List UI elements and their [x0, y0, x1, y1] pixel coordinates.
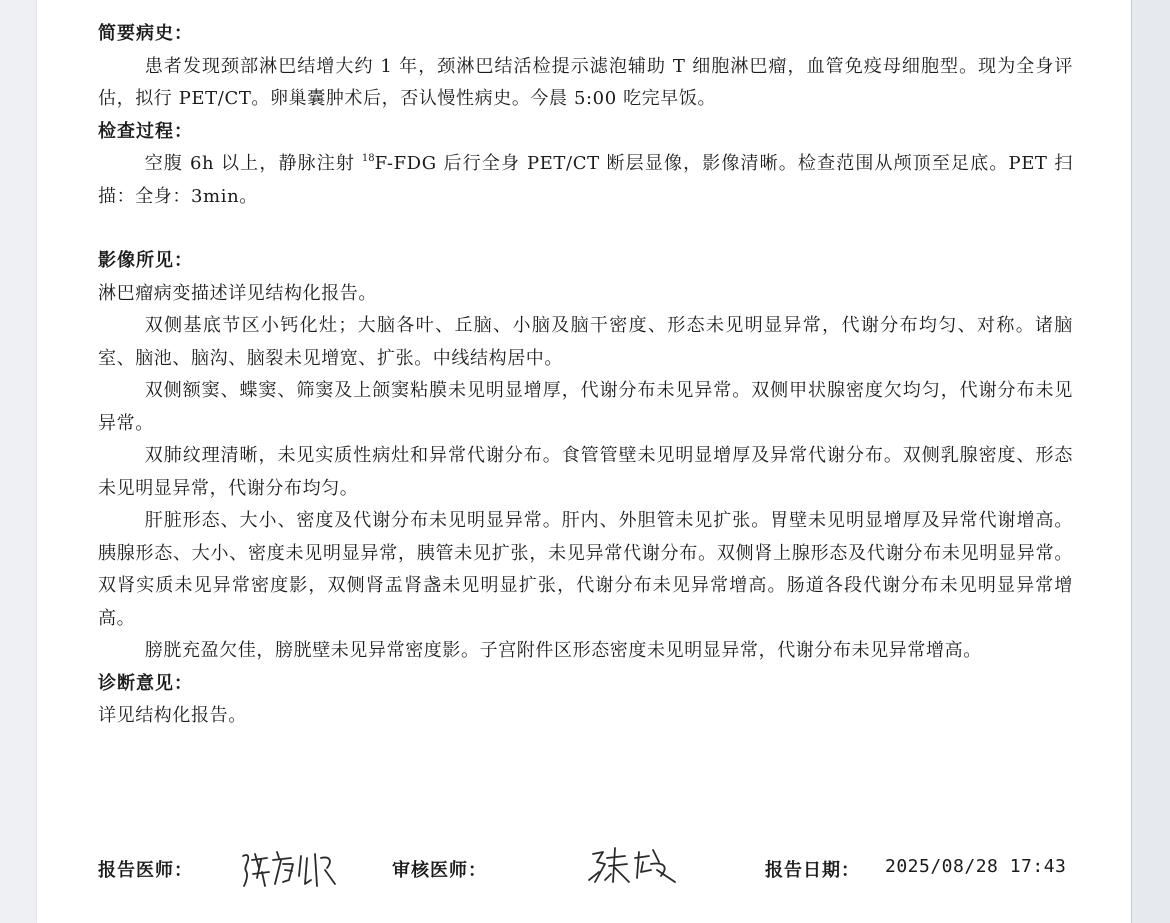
findings-brain: 双侧基底节区小钙化灶；大脑各叶、丘脑、小脑及脑干密度、形态未见明显异常，代谢分布均匀、对称。诸脑室、脑池、脑沟、脑裂未见增宽、扩张。中线结构居中。 [98, 315, 1073, 369]
report-page [37, 0, 1131, 923]
report-date-value: 2025/08/28 17:43 [885, 856, 1067, 877]
report-doctor-signature [237, 846, 342, 892]
section-gap [98, 213, 1073, 245]
diagnosis-text: 详见结构化报告。 [98, 705, 247, 726]
findings-abdomen: 肝脏形态、大小、密度及代谢分布未见明显异常。肝内、外胆管未见扩张。胃壁未见明显增厚及异常代谢增高。胰腺形态、大小、密度未见明显异常，胰管未见扩张，未见异常代谢分布。双侧肾上腺形态及代谢分布未见明显异常。双肾实质未见异常密度影，双侧肾盂肾盏未见明显扩张，代谢分布未见异常增高。肠道各段代谢分布未见明显异常增高。 [98, 510, 1073, 629]
findings-pelvis: 膀胱充盈欠佳，膀胱壁未见异常密度影。子宫附件区形态密度未见明显异常，代谢分布未见异常增高。 [144, 640, 982, 661]
procedure-text-after: F-FDG 后行全身 PET/CT 断层显像，影像清晰。检查范围从颅顶至足底。PET 扫描：全身：3min。 [98, 153, 1073, 207]
findings-chest: 双肺纹理清晰，未见实质性病灶和异常代谢分布。食管管壁未见明显增厚及异常代谢分布。双侧乳腺密度、形态未见明显异常，代谢分布均匀。 [98, 445, 1073, 499]
procedure-text-before: 空腹 6h 以上，静脉注射 [144, 153, 362, 174]
history-heading: 简要病史： [98, 23, 193, 44]
procedure-heading: 检查过程： [98, 120, 193, 142]
procedure-text [98, 148, 1073, 213]
report-body [98, 18, 1073, 733]
findings-sinus-thyroid: 双侧额窦、蝶窦、筛窦及上颌窦粘膜未见明显增厚，代谢分布未见异常。双侧甲状腺密度欠均匀，代谢分布未见异常。 [98, 380, 1073, 434]
right-margin [1131, 0, 1170, 923]
left-margin [0, 0, 37, 923]
findings-heading: 影像所见： [98, 250, 193, 271]
report-date-label: 报告日期： [765, 860, 860, 881]
diagnosis-heading: 诊断意见： [98, 672, 193, 694]
review-doctor-signature [585, 842, 685, 892]
report-footer [37, 846, 1131, 894]
isotope-mass-number: 18 [361, 153, 375, 164]
findings-intro: 淋巴瘤病变描述详见结构化报告。 [98, 282, 377, 304]
review-doctor-label: 审核医师： [392, 860, 487, 881]
report-doctor-label: 报告医师： [98, 860, 193, 881]
history-text: 患者发现颈部淋巴结增大约 1 年，颈淋巴结活检提示滤泡辅助 T 细胞淋巴瘤，血管免疫母细胞型。现为全身评估，拟行 PET/CT。卵巢囊肿术后，否认慢性病史。今晨 5:00 吃完早饭。 [98, 55, 1073, 109]
